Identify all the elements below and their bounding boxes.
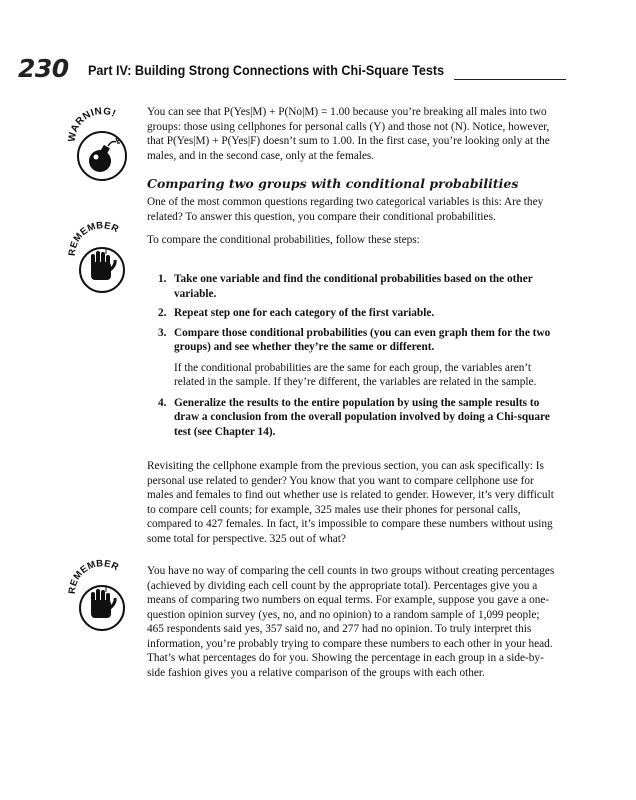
list-item: 2. Repeat step one for each category of the first variable. xyxy=(158,307,435,319)
page-header xyxy=(18,54,558,84)
step-note: If the conditional probabilities are the same for each group, the variables aren’t related in the sample. If they’re different, the variables are related in the sample. xyxy=(174,361,537,388)
remember-label: REMEMBER xyxy=(66,558,121,595)
steps-block xyxy=(147,272,557,439)
steps-lead: To compare the conditional probabilities, follow these steps: xyxy=(147,234,420,246)
remember-label: REMEMBER xyxy=(66,220,121,257)
list-item: 1. Take one variable and find the conditional probabilities based on the other variable. xyxy=(158,273,533,300)
final-paragraph: You have no way of comparing the cell counts in two groups without creating percentages (achieved by dividing each cell count by the appropriate total). Percentages give you a means of comparing two numbers on equal terms. For example, suppose you gave a one-question opinion survey (yes, no, and no opinion) to a random sample of 1,099 people; 465 respondents said yes, 357 said no, and 277 had no opinion. To truly interpret this information, you’re probably trying to compare these numbers to each other in your head. That’s what percentages do for you. Showing the percentage in each group in a side-by-side fashion gives you a relative comparison of the groups with each other. xyxy=(147,565,555,679)
list-item: 3. Compare those conditional probabilities (you can even graph them for the two groups) and see whether they’re the same or different. xyxy=(158,326,551,353)
header-rule xyxy=(454,79,566,80)
warning-label: WARNING! xyxy=(66,106,118,143)
warning-icon xyxy=(66,100,138,184)
remember-icon xyxy=(66,556,138,632)
steps-list xyxy=(147,272,557,439)
final-block xyxy=(147,564,557,680)
warning-text-block xyxy=(147,105,557,163)
list-item: 4. Generalize the results to the entire population by using the sample results to draw a conclusion from the overall population involved by doing a Chi-square test (see Chapter 14). xyxy=(158,396,550,438)
part-title: Part IV: Building Strong Connections with Chi-Square Tests xyxy=(88,62,445,78)
page-number: 230 xyxy=(18,54,69,83)
warning-paragraph: You can see that P(Yes|M) + P(No|M) = 1.00 because you’re breaking all males into two groups: those using cellphones for personal calls (Y) and those not (N). Notice, however, that P(Yes|M) + P(Yes|F) doesn’t sum to 1.00. In the first case, you’re looking only at the males, and in the second case, only at the females. xyxy=(147,106,550,162)
section-intro: One of the most common questions regarding two categorical variables is this: Are they related? To answer this question, you compare their conditional probabilities. xyxy=(147,196,544,223)
revisit-paragraph: Revisiting the cellphone example from the previous section, you can ask specifically: Is personal use related to gender? You know that you want to compare cellphone use for males and females to find out whether use is related to gender. However, it’s very difficult to compare cell counts; for example, 325 males use their phones for personal calls, compared to 427 females. In fact, it’s impossible to compare these numbers without using some total for perspective. 325 out of what? xyxy=(147,460,554,545)
revisit-block xyxy=(147,459,557,546)
section-block xyxy=(147,176,557,248)
section-heading: Comparing two groups with conditional probabilities xyxy=(147,176,519,191)
remember-icon xyxy=(66,218,138,294)
